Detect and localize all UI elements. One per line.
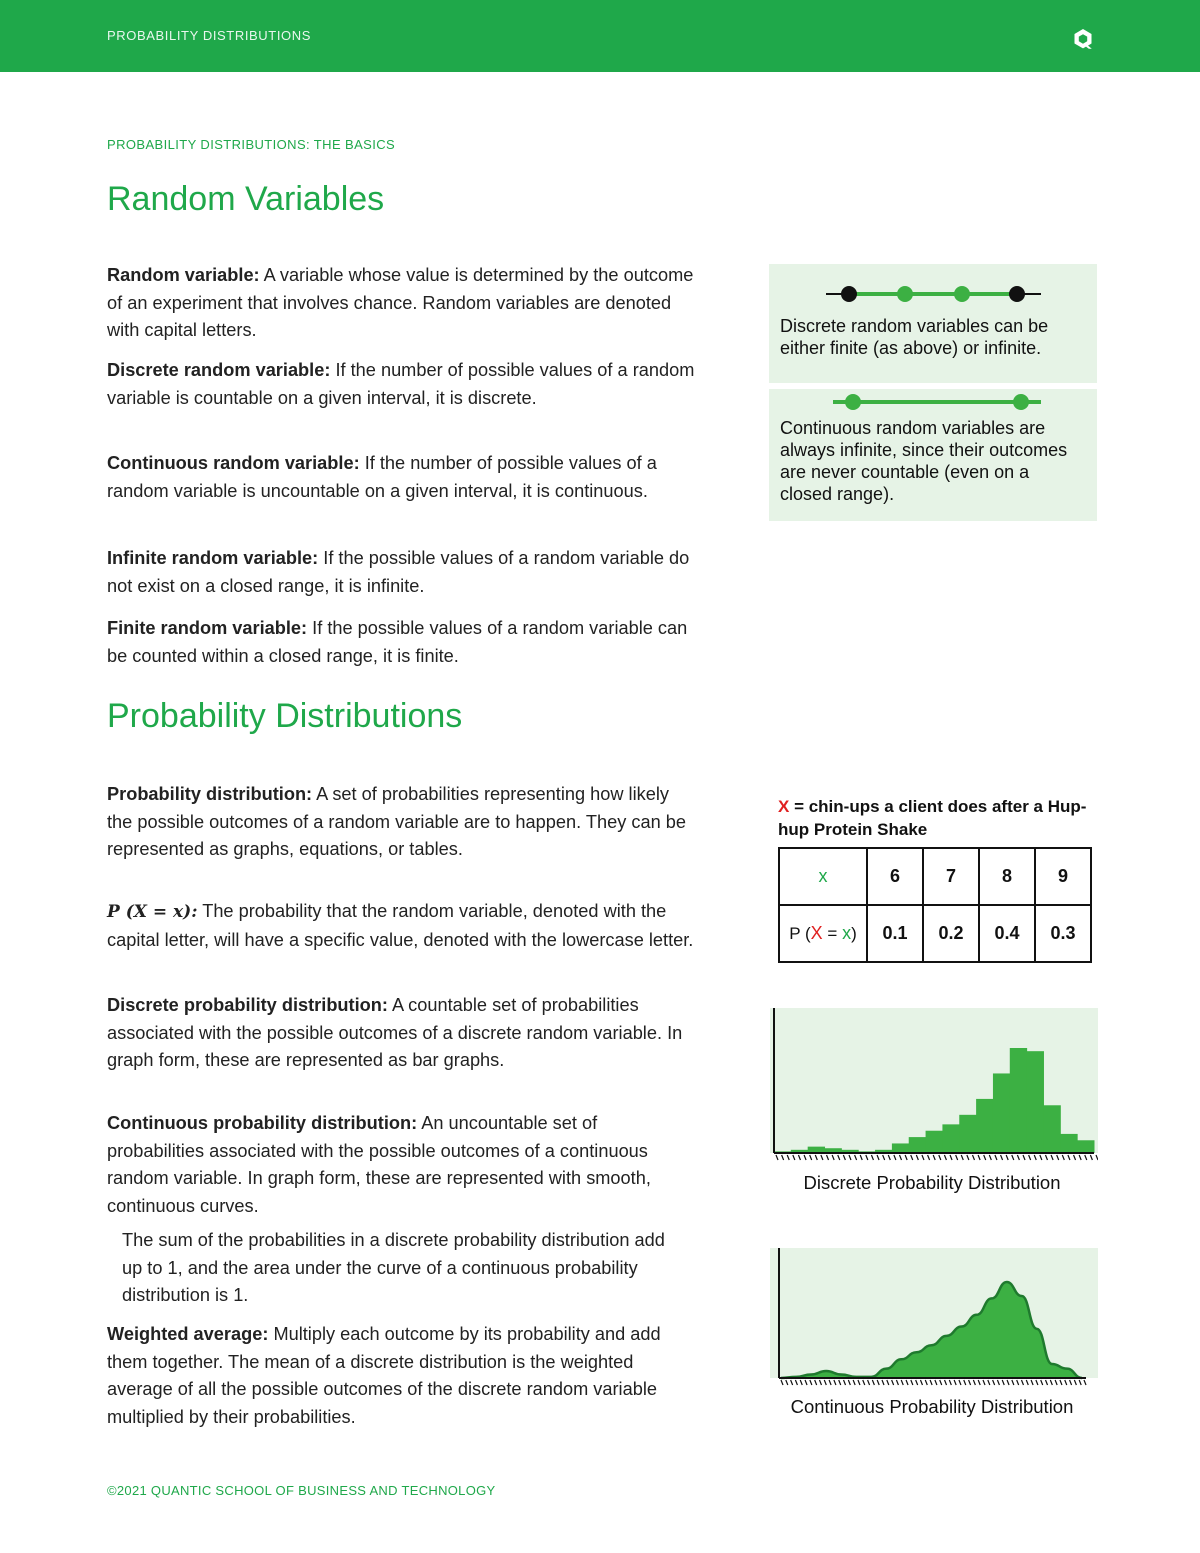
axis-tick — [950, 1155, 952, 1160]
axis-tick — [959, 1380, 961, 1385]
definition-discrete-probability-distribution — [107, 992, 697, 1075]
axis-tick — [901, 1380, 903, 1385]
definition-text: The probability that the random variable, denoted with the capital letter, will have a specific value, denoted with the lowercase letter. — [107, 901, 694, 950]
p-close: ) — [851, 924, 857, 943]
axis-tick — [978, 1155, 980, 1160]
axis-tick — [949, 1380, 951, 1385]
lowercase-x: x — [842, 923, 852, 943]
axis-tick — [1041, 1380, 1043, 1385]
definition-finite-random-variable — [107, 615, 697, 670]
axis-tick — [989, 1155, 991, 1160]
probability-cell: 0.1 — [867, 905, 923, 962]
axis-tick — [1023, 1155, 1025, 1160]
axis-tick — [1046, 1380, 1048, 1385]
axis-tick — [1051, 1155, 1053, 1160]
definition-text: If the number of possible values of a random variable is countable on a given interval, it is discrete. — [107, 360, 695, 408]
axis-tick — [858, 1380, 860, 1385]
outcome-cell: 7 — [923, 848, 979, 905]
axis-tick — [972, 1155, 974, 1160]
definition-text: If the number of possible values of a random variable is uncountable on a given interval, it is continuous. — [107, 453, 657, 501]
table-caption — [778, 795, 1098, 841]
axis-tick — [855, 1155, 857, 1160]
row-label-x — [779, 848, 867, 905]
definition-infinite-random-variable — [107, 545, 697, 600]
definition-text: If the possible values of a random variable do not exist on a closed range, it is infinite. — [107, 548, 690, 596]
axis-tick — [1079, 1380, 1081, 1385]
definition-text: A countable set of probabilities associated with the possible outcomes of a discrete random variable. In graph form, these are represented as bar graphs. — [107, 995, 683, 1070]
axis-tick — [1055, 1380, 1057, 1385]
bar — [926, 1131, 943, 1153]
axis-tick — [877, 1155, 879, 1160]
axis-tick — [793, 1155, 795, 1160]
axis-tick — [824, 1380, 826, 1385]
bar — [1077, 1140, 1094, 1153]
axis-tick — [1065, 1380, 1067, 1385]
axis-tick — [827, 1155, 829, 1160]
term: Weighted average: — [107, 1324, 269, 1344]
axis-tick — [844, 1380, 846, 1385]
axis-tick — [1084, 1380, 1086, 1385]
section-kicker: PROBABILITY DISTRIBUTIONS: THE BASICS — [107, 137, 396, 152]
term: Probability distribution: — [107, 784, 313, 804]
term: Discrete probability distribution: — [107, 995, 388, 1015]
probability-table — [778, 847, 1092, 963]
axis-tick — [1040, 1155, 1042, 1160]
axis-tick — [1070, 1380, 1072, 1385]
axis-tick — [853, 1380, 855, 1385]
bar — [959, 1115, 976, 1153]
axis-tick — [1006, 1155, 1008, 1160]
definition-continuous-probability-distribution — [107, 1110, 697, 1220]
axis-tick — [871, 1155, 873, 1160]
axis-tick — [945, 1380, 947, 1385]
axis-tick — [1085, 1155, 1087, 1160]
term: Continuous probability distribution: — [107, 1113, 418, 1133]
axis-tick — [916, 1380, 918, 1385]
axis-tick — [1034, 1155, 1036, 1160]
callout-discrete-text: Discrete random variables can be either finite (as above) or infinite. — [780, 316, 1049, 358]
axis-tick — [834, 1380, 836, 1385]
axis-tick — [1017, 1155, 1019, 1160]
discrete-chart — [770, 1008, 1098, 1168]
axis-tick — [1057, 1155, 1059, 1160]
bar — [892, 1143, 909, 1153]
axis-tick — [939, 1155, 941, 1160]
lowercase-x: x — [818, 866, 828, 886]
axis-tick — [967, 1155, 969, 1160]
axis-tick — [815, 1380, 817, 1385]
sum-of-probabilities-note: The sum of the probabilities in a discrete probability distribution add up to 1, and the area under the curve of a continuous probability distribution is 1. — [122, 1230, 665, 1305]
axis-tick — [1079, 1155, 1081, 1160]
row-label-p — [779, 905, 867, 962]
bar — [909, 1137, 926, 1153]
bar — [1043, 1105, 1060, 1153]
axis-tick — [993, 1380, 995, 1385]
axis-tick — [1026, 1380, 1028, 1385]
axis-tick — [1031, 1380, 1033, 1385]
axis-tick — [925, 1380, 927, 1385]
axis-tick — [1045, 1155, 1047, 1160]
axis-tick — [1002, 1380, 1004, 1385]
axis-tick — [984, 1155, 986, 1160]
axis-tick — [944, 1155, 946, 1160]
axis-tick — [791, 1380, 793, 1385]
axis-tick — [1021, 1380, 1023, 1385]
axis-tick — [776, 1155, 778, 1160]
axis-tick — [860, 1155, 862, 1160]
definition-text: A variable whose value is determined by the outcome of an experiment that involves chance. Random variables are denoted with capital letters. — [107, 265, 694, 340]
axis-tick — [905, 1155, 907, 1160]
heading-probability-distributions: Probability Distributions — [107, 697, 463, 735]
axis-tick — [877, 1380, 879, 1385]
discrete-chart-caption: Discrete Probability Distribution — [803, 1172, 1061, 1193]
axis-tick — [810, 1380, 812, 1385]
axis-tick — [1062, 1155, 1064, 1160]
term: P (X = x): — [107, 902, 198, 922]
term: Random variable: — [107, 265, 260, 285]
axis-tick — [1012, 1155, 1014, 1160]
axis-tick — [815, 1155, 817, 1160]
bar — [942, 1124, 959, 1153]
axis-tick — [1036, 1380, 1038, 1385]
definition-probability-distribution — [107, 781, 697, 864]
footer-copyright: ©2021 QUANTIC SCHOOL OF BUSINESS AND TECHNOLOGY — [107, 1483, 496, 1498]
axis-tick — [866, 1155, 868, 1160]
axis-tick — [964, 1380, 966, 1385]
caption-text: = chin-ups a client does after a Hup-hup Protein Shake — [778, 797, 1087, 839]
axis-tick — [916, 1155, 918, 1160]
axis-tick — [1074, 1380, 1076, 1385]
definition-text: If the possible values of a random variable can be counted within a closed range, it is finite. — [107, 618, 688, 666]
bar — [1010, 1048, 1027, 1153]
axis-tick — [961, 1155, 963, 1160]
heading-random-variables: Random Variables — [107, 180, 385, 218]
p-open: P ( — [789, 924, 811, 943]
definition-text: An uncountable set of probabilities associated with the possible outcomes of a continuous random variable. In graph form, these are represented with smooth, continuous curves. — [107, 1113, 651, 1216]
axis-tick — [1090, 1155, 1092, 1160]
axis-tick — [988, 1380, 990, 1385]
continuous-chart-caption: Continuous Probability Distribution — [790, 1396, 1074, 1417]
probability-cell: 0.4 — [979, 905, 1035, 962]
axis-tick — [863, 1380, 865, 1385]
discrete-bar-chart — [770, 1008, 1098, 1168]
capital-x: X — [810, 923, 823, 943]
axis-tick — [928, 1155, 930, 1160]
axis-tick — [1096, 1155, 1098, 1160]
header-bar — [0, 0, 1200, 72]
axis-tick — [849, 1155, 851, 1160]
axis-tick — [887, 1380, 889, 1385]
axis-tick — [843, 1155, 845, 1160]
axis-tick — [969, 1380, 971, 1385]
definition-text: A set of probabilities representing how likely the possible outcomes of a random variable are to happen. They can be represented as graphs, equations, or tables. — [107, 784, 686, 859]
axis-tick — [1012, 1380, 1014, 1385]
term: Continuous random variable: — [107, 453, 360, 473]
header-title: PROBABILITY DISTRIBUTIONS — [107, 28, 312, 43]
axis-tick — [798, 1155, 800, 1160]
callout-discrete — [769, 264, 1097, 383]
table-row-probabilities — [779, 905, 1091, 962]
axis-tick — [1050, 1380, 1052, 1385]
caption-variable: X — [778, 797, 790, 816]
axis-tick — [839, 1380, 841, 1385]
axis-tick — [883, 1155, 885, 1160]
axis-tick — [911, 1380, 913, 1385]
continuous-chart — [770, 1248, 1098, 1393]
axis-tick — [892, 1380, 894, 1385]
axis-tick — [838, 1155, 840, 1160]
term: Finite random variable: — [107, 618, 308, 638]
axis-tick — [997, 1380, 999, 1385]
axis-tick — [832, 1155, 834, 1160]
definition-p-x-equals-x — [107, 898, 697, 954]
definition-discrete-random-variable — [107, 357, 697, 412]
axis-tick — [800, 1380, 802, 1385]
axis-tick — [894, 1155, 896, 1160]
axis-tick — [872, 1380, 874, 1385]
definition-text: Multiply each outcome by its probability and add them together. The mean of a discrete distribution is the weighted average of all the possible outcomes of the discrete random variable multiplied by their probabilities. — [107, 1324, 661, 1427]
outcome-cell: 9 — [1035, 848, 1091, 905]
axis-tick — [805, 1380, 807, 1385]
axis-tick — [995, 1155, 997, 1160]
term: Discrete random variable: — [107, 360, 331, 380]
axis-tick — [848, 1380, 850, 1385]
axis-tick — [956, 1155, 958, 1160]
axis-tick — [911, 1155, 913, 1160]
axis-tick — [1074, 1155, 1076, 1160]
axis-tick — [795, 1380, 797, 1385]
continuous-area-chart — [770, 1248, 1098, 1393]
axis-tick — [900, 1155, 902, 1160]
axis-tick — [906, 1380, 908, 1385]
axis-tick — [978, 1380, 980, 1385]
axis-tick — [882, 1380, 884, 1385]
equals: = — [822, 924, 843, 943]
axis-tick — [896, 1380, 898, 1385]
axis-tick — [940, 1380, 942, 1385]
table-row-outcomes — [779, 848, 1091, 905]
axis-tick — [829, 1380, 831, 1385]
bar — [993, 1073, 1010, 1153]
axis-tick — [781, 1380, 783, 1385]
bar — [1060, 1134, 1077, 1153]
axis-tick — [1017, 1380, 1019, 1385]
outcome-cell: 8 — [979, 848, 1035, 905]
bar — [1027, 1051, 1044, 1153]
axis-tick — [933, 1155, 935, 1160]
callout-continuous-text: Continuous random variables are always infinite, since their outcomes are never countable (even on a closed range). — [780, 418, 1068, 504]
callout-continuous — [769, 389, 1097, 521]
axis-tick — [930, 1380, 932, 1385]
axis-tick — [786, 1380, 788, 1385]
axis-tick — [920, 1380, 922, 1385]
definition-weighted-average — [107, 1321, 697, 1431]
axis-tick — [1068, 1155, 1070, 1160]
probability-cell: 0.3 — [1035, 905, 1091, 962]
axis-tick — [983, 1380, 985, 1385]
probability-cell: 0.2 — [923, 905, 979, 962]
definition-continuous-random-variable — [107, 450, 697, 505]
axis-tick — [1029, 1155, 1031, 1160]
axis-tick — [1007, 1380, 1009, 1385]
axis-tick — [868, 1380, 870, 1385]
axis-tick — [819, 1380, 821, 1385]
axis-tick — [804, 1155, 806, 1160]
quantic-logo-icon — [1071, 27, 1095, 51]
axis-tick — [1060, 1380, 1062, 1385]
axis-tick — [1001, 1155, 1003, 1160]
axis-tick — [787, 1155, 789, 1160]
axis-tick — [782, 1155, 784, 1160]
axis-tick — [922, 1155, 924, 1160]
definition-random-variable — [107, 262, 697, 345]
axis-tick — [821, 1155, 823, 1160]
outcome-cell: 6 — [867, 848, 923, 905]
bar — [976, 1099, 993, 1153]
axis-tick — [935, 1380, 937, 1385]
axis-tick — [810, 1155, 812, 1160]
term: Infinite random variable: — [107, 548, 319, 568]
axis-tick — [973, 1380, 975, 1385]
axis-tick — [888, 1155, 890, 1160]
axis-tick — [954, 1380, 956, 1385]
